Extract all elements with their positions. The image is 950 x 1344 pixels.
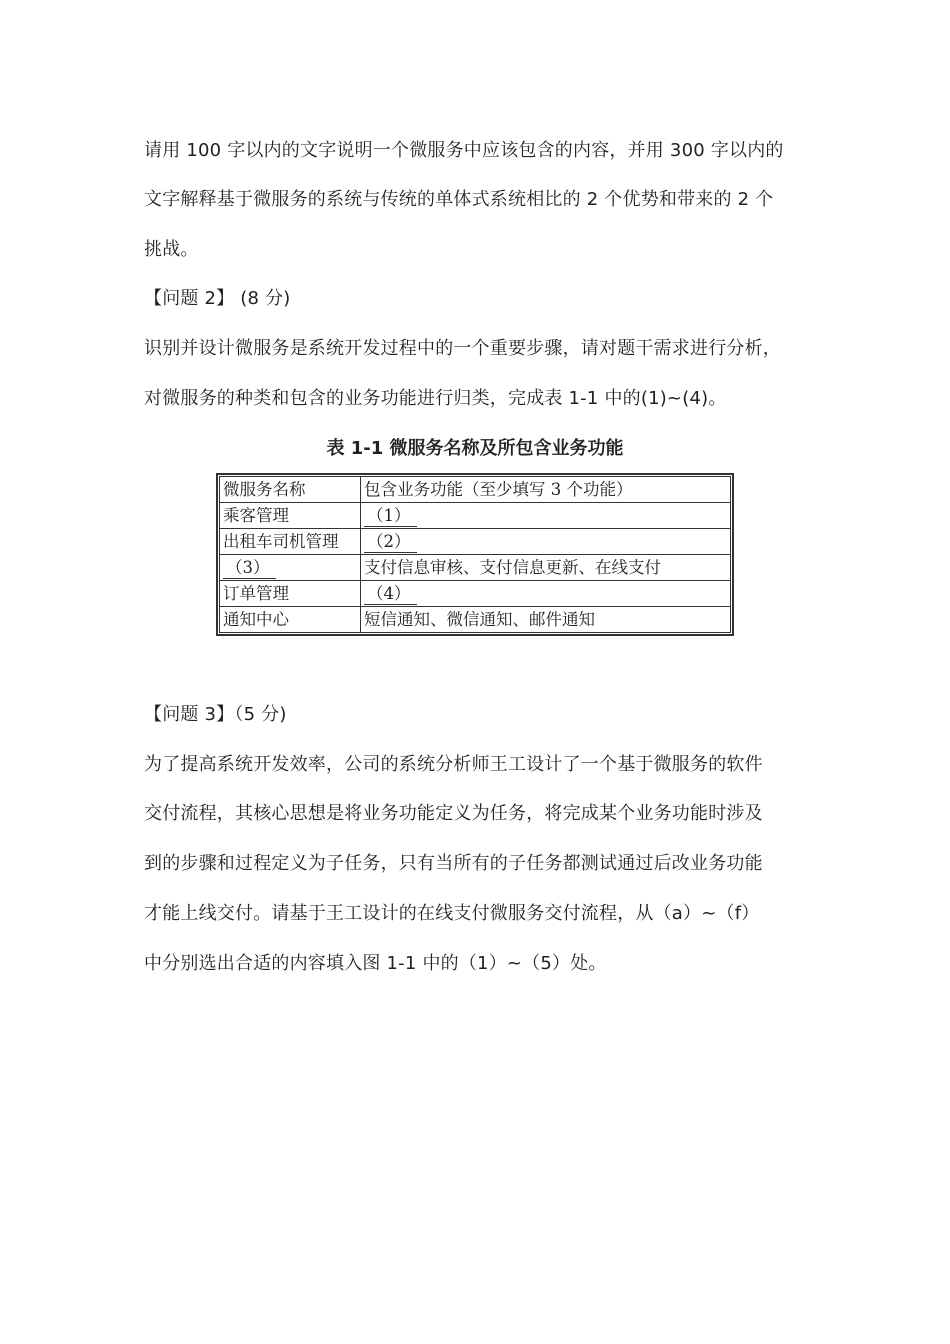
- question2-line2: 对微服务的种类和包含的业务功能进行归类，完成表 1-1 中的(1)~(4)。: [144, 388, 727, 409]
- service-table: [216, 473, 734, 636]
- question3-line5: 中分别选出合适的内容填入图 1-1 中的（1）~（5）处。: [144, 953, 607, 974]
- question3-line2: 交付流程，其核心思想是将业务功能定义为任务，将完成某个业务功能时涉及: [144, 803, 763, 824]
- table-cell: 支付信息审核、支付信息更新、在线支付: [361, 555, 731, 581]
- table-caption: 表 1-1 微服务名称及所包含业务功能: [326, 438, 624, 459]
- table-row: [220, 529, 731, 555]
- blank-answer: （2）: [364, 532, 417, 553]
- table-row: [220, 607, 731, 633]
- table-row: [220, 555, 731, 581]
- table-cell: [361, 503, 731, 529]
- table-header-cell: 微服务名称: [220, 477, 361, 503]
- table-cell: [220, 555, 361, 581]
- table-cell: 订单管理: [220, 581, 361, 607]
- question2-heading: 【问题 2】 (8 分): [144, 288, 291, 309]
- blank-answer: （4）: [364, 584, 417, 605]
- table-row: [220, 581, 731, 607]
- table-row: [220, 503, 731, 529]
- table-cell: [361, 581, 731, 607]
- table-header-cell: 包含业务功能（至少填写 3 个功能）: [361, 477, 731, 503]
- table-header-row: [220, 477, 731, 503]
- para1-line3: 挑战。: [144, 239, 199, 260]
- table-cell: [361, 529, 731, 555]
- question2-line1: 识别并设计微服务是系统开发过程中的一个重要步骤，请对题干需求进行分析，: [144, 338, 781, 359]
- question3-line1: 为了提高系统开发效率，公司的系统分析师王工设计了一个基于微服务的软件: [144, 754, 763, 775]
- table-cell: 出租车司机管理: [220, 529, 361, 555]
- table-cell: 短信通知、微信通知、邮件通知: [361, 607, 731, 633]
- blank-answer: （3）: [223, 558, 276, 579]
- para1-line2: 文字解释基于微服务的系统与传统的单体式系统相比的 2 个优势和带来的 2 个: [144, 189, 774, 210]
- question3-line4: 才能上线交付。请基于王工设计的在线支付微服务交付流程，从（a）~（f）: [144, 903, 760, 924]
- table-cell: 乘客管理: [220, 503, 361, 529]
- table-cell: 通知中心: [220, 607, 361, 633]
- question3-heading: 【问题 3】（5 分): [144, 704, 287, 725]
- blank-answer: （1）: [364, 506, 417, 527]
- para1-line1: 请用 100 字以内的文字说明一个微服务中应该包含的内容，并用 300 字以内的: [144, 140, 784, 161]
- question3-line3: 到的步骤和过程定义为子任务，只有当所有的子任务都测试通过后改业务功能: [144, 853, 763, 874]
